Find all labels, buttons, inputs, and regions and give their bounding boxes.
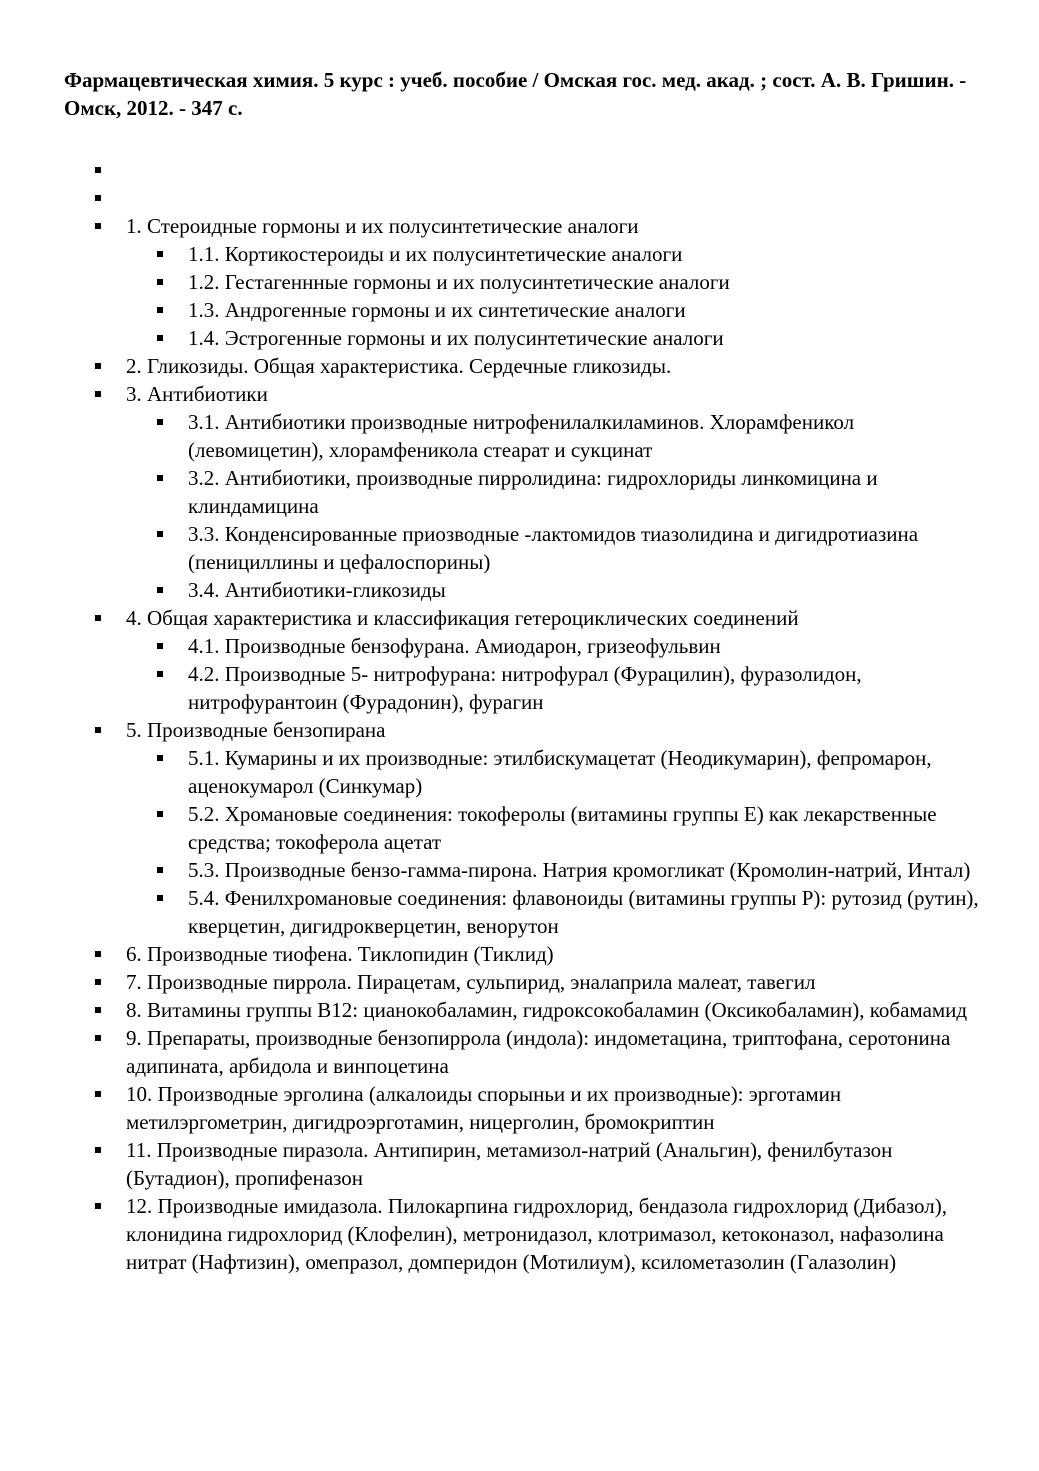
toc-item [64, 968, 984, 996]
toc-subitem: 3.4. Антибиотики-гликозиды [126, 576, 984, 604]
toc-item-label: 12. Производные имидазола. Пилокарпина гидрохлорид, бендазола гидрохлорид (Дибазол), клонидина гидрохлорид (Клофелин), метронидазол, клотримазол, кетоконазол, нафазолина нитрат (Нафтизин), омепразол, домперидон (Мотилиум), ксилометазолин (Галазолин) [126, 1194, 947, 1274]
toc-subitem: 1.2. Гестагеннные гормоны и их полусинтетические аналоги [126, 268, 984, 296]
toc-item-label: 9. Препараты, производные бензопиррола (индола): индометацина, триптофана, серотонина адипината, арбидола и винпоцетина [126, 1026, 951, 1078]
toc-sublist [126, 632, 984, 716]
toc-item [64, 1136, 984, 1192]
toc-item [64, 380, 984, 604]
toc-subitem: 4.2. Производные 5- нитрофурана: нитрофурал (Фурацилин), фуразолидон, нитрофурантоин (Фурадонин), фурагин [126, 660, 984, 716]
document-page [64, 66, 984, 1276]
toc-subitem: 5.1. Кумарины и их производные: этилбискумацетат (Неодикумарин), фепромарон, аценокумарол (Синкумар) [126, 744, 984, 800]
toc-item [64, 940, 984, 968]
toc-item-label: 8. Витамины группы В12: цианокобаламин, гидроксокобаламин (Оксикобаламин), кобамамид [126, 998, 968, 1022]
toc-subitem: 5.3. Производные бензо-гамма-пирона. Натрия кромогликат (Кромолин-натрий, Интал) [126, 856, 984, 884]
toc-item [64, 212, 984, 352]
toc-subitem: 1.3. Андрогенные гормоны и их синтетические аналоги [126, 296, 984, 324]
toc-item [64, 1080, 984, 1136]
document-title: Фармацевтическая химия. 5 курс : учеб. пособие / Омская гос. мед. акад. ; сост. А. В. Гришин. - Омск, 2012. - 347 с. [64, 68, 967, 120]
toc-item-label: 11. Производные пиразола. Антипирин, метамизол-натрий (Анальгин), фенилбутазон (Бутадион), пропифеназон [126, 1138, 893, 1190]
toc-item [64, 352, 984, 380]
toc-subitem: 5.2. Хромановые соединения: токоферолы (витамины группы Е) как лекарственные средства; токоферола ацетат [126, 800, 984, 856]
toc-item-label: 7. Производные пиррола. Пирацетам, сульпирид, эналаприла малеат, тавегил [126, 970, 816, 994]
toc-item [64, 716, 984, 940]
toc-item-label: 3. Антибиотики [126, 382, 268, 406]
toc-item [64, 996, 984, 1024]
toc-sublist [126, 744, 984, 940]
toc-sublist [126, 408, 984, 604]
toc-item-label: 6. Производные тиофена. Тиклопидин (Тиклид) [126, 942, 554, 966]
toc-item [64, 1024, 984, 1080]
toc-subitem: 1.1. Кортикостероиды и их полусинтетические аналоги [126, 240, 984, 268]
toc-subitem: 3.2. Антибиотики, производные пирролидина: гидрохлориды линкомицина и клиндамицина [126, 464, 984, 520]
toc-item-label: 2. Гликозиды. Общая характеристика. Сердечные гликозиды. [126, 354, 672, 378]
toc-subitem: 3.3. Конденсированные приозводные -лактомидов тиазолидина и дигидротиазина (пенициллины и цефалоспорины) [126, 520, 984, 576]
toc-item [64, 184, 984, 212]
table-of-contents [64, 156, 984, 1276]
toc-item-label: 10. Производные эрголина (алкалоиды спорыньи и их производные): эрготамин метилэргометрин, дигидроэрготамин, ницерголин, бромокриптин [126, 1082, 842, 1134]
toc-item-label: 4. Общая характеристика и классификация гетероциклических соединений [126, 606, 799, 630]
toc-item-label: 1. Стероидные гормоны и их полусинтетические аналоги [126, 214, 639, 238]
toc-sublist [126, 240, 984, 352]
toc-subitem: 5.4. Фенилхромановые соединения: флавоноиды (витамины группы Р): рутозид (рутин), кверцетин, дигидрокверцетин, венорутон [126, 884, 984, 940]
toc-item [64, 604, 984, 716]
toc-item [64, 1192, 984, 1276]
toc-item [64, 156, 984, 184]
toc-subitem: 4.1. Производные бензофурана. Амиодарон, гризеофульвин [126, 632, 984, 660]
toc-item-label: 5. Производные бензопирана [126, 718, 386, 742]
toc-subitem: 1.4. Эстрогенные гормоны и их полусинтетические аналоги [126, 324, 984, 352]
toc-subitem: 3.1. Антибиотики производные нитрофенилалкиламинов. Хлорамфеникол (левомицетин), хлорамфеникола стеарат и сукцинат [126, 408, 984, 464]
